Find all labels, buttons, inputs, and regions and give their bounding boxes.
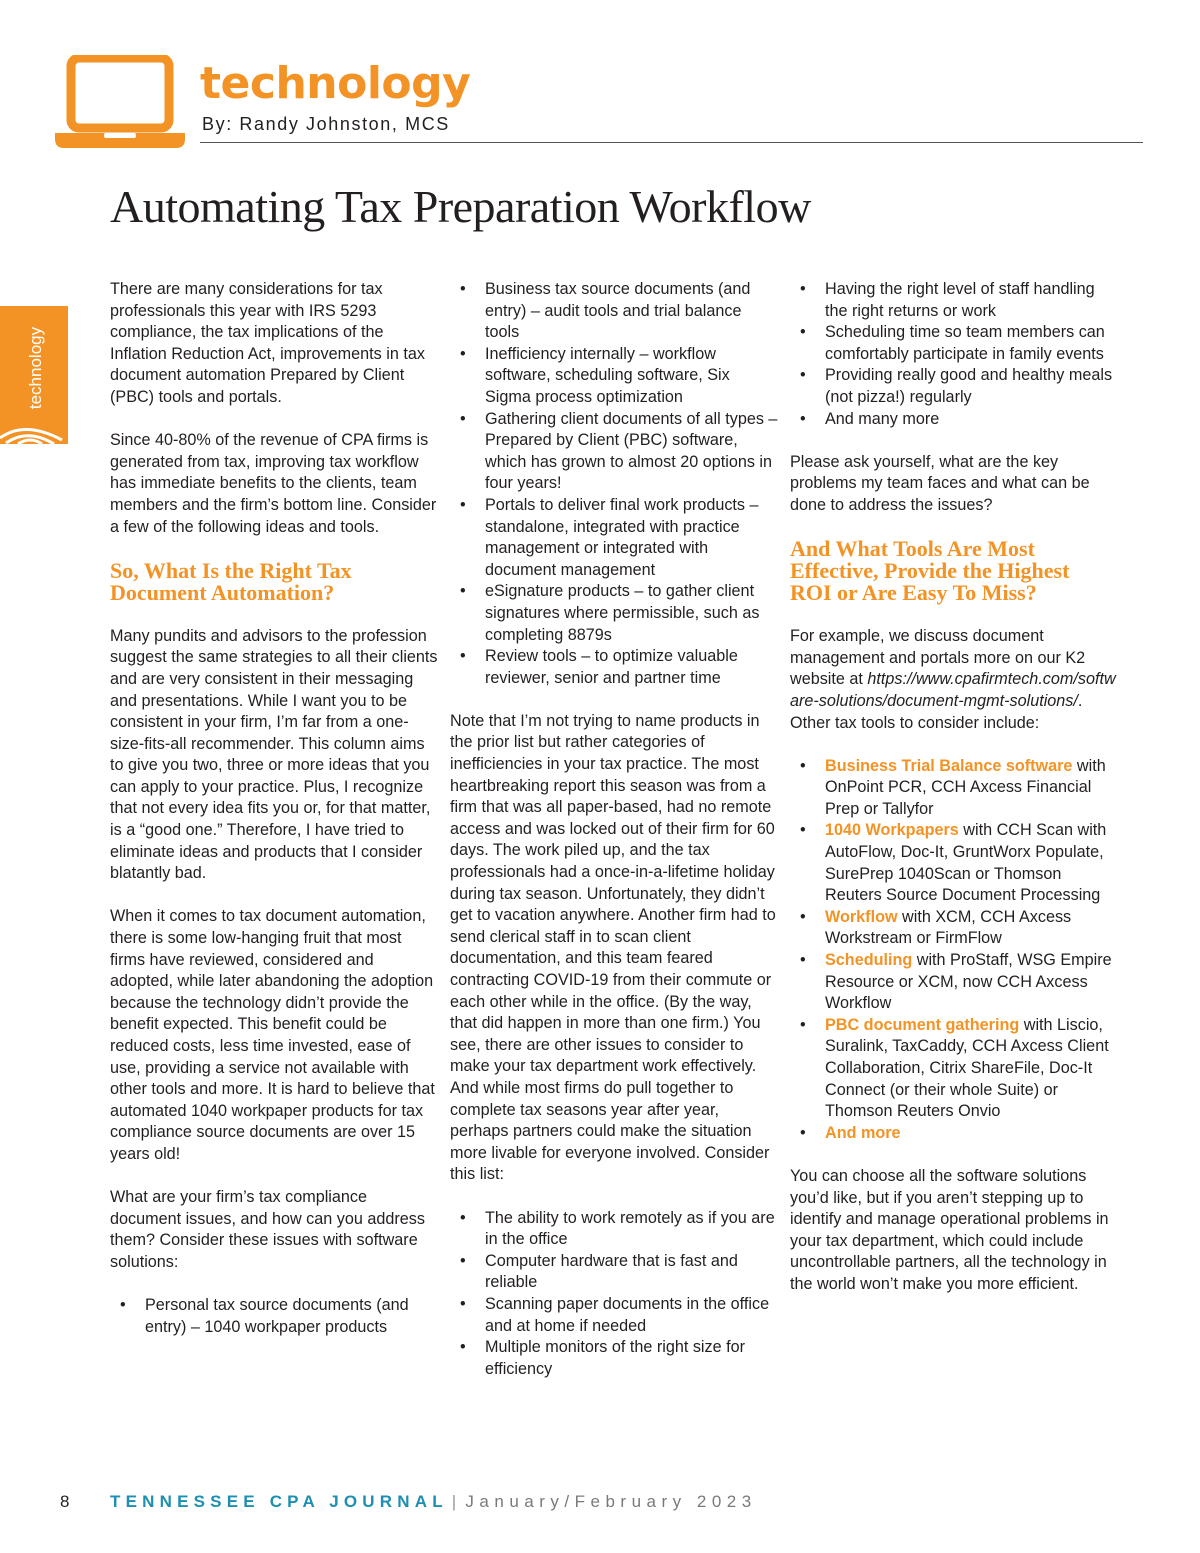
paragraph: What are your firm’s tax compliance document issues, and how can you address them? Consider these issues with software solutions: — [110, 1188, 425, 1271]
list-item: • Business tax source documents (and entry) – audit tools and trial balance tools — [450, 279, 780, 344]
list-item: • Portals to deliver final work products – standalone, integrated with practice management or integrated with document management — [450, 495, 780, 581]
laptop-icon — [55, 55, 185, 148]
list-item — [790, 907, 1120, 950]
tool-category: Scheduling — [825, 951, 913, 970]
list-item: • Personal tax source documents (and entry) – 1040 workpaper products — [110, 1295, 440, 1338]
footer-separator: | — [451, 1492, 462, 1511]
paragraph: There are many considerations for tax professionals this year with IRS 5293 compliance, the tax implications of the Inflation Reduction Act, improvements in tax document automation Prepared by Client (PBC) tools and portals. — [110, 280, 425, 406]
paragraph: You can choose all the software solutions you’d like, but if you aren’t stepping up to identify and manage operational problems in your tax department, which could include uncontrollable partners, all the technology in the world won’t make you more efficient. — [790, 1166, 1109, 1293]
bullet-list — [790, 279, 1120, 430]
paragraph: Note that I’m not trying to name products in the prior list but rather categories of inefficiencies in your tax practice. The most heartbreaking report this season was from a firm that was all paper-based, had no remote access and was locked out of their firm for 60 days. The work piled up, and the tax professionals had a once-in-a-lifetime holiday during tax season. Unfortunately, they didn’t get to vacation anywhere. Another firm had to send clerical staff in to scan client documentation, and this team feared contracting COVID-19 from their commute or each other while in the office. (By the way, that did happen in more than one firm.) You see, there are other issues to consider to make your tax department work effectively. And while most firms do pull together to complete tax seasons year after year, perhaps partners could make the situation more livable for everyone involved. Consider this list: — [450, 711, 776, 1184]
list-item: • And many more — [790, 409, 1120, 431]
section-heading: So, What Is the Right Tax Document Automation? — [110, 557, 352, 605]
tool-detail: with ProStaff, WSG Empire Resource or XCM, now CCH Axcess Workflow — [825, 951, 1112, 1013]
tool-category: Business Trial Balance software — [825, 756, 1073, 775]
list-item: • Computer hardware that is fast and reliable — [450, 1251, 780, 1294]
list-item — [790, 950, 1120, 1015]
list-item — [790, 756, 1120, 821]
tools-list — [790, 756, 1120, 1145]
list-item: • Providing really good and healthy meals (not pizza!) regularly — [790, 365, 1120, 408]
list-item: • The ability to work remotely as if you are in the office — [450, 1208, 780, 1251]
tool-detail: with Liscio, Suralink, TaxCaddy, CCH Axcess Client Collaboration, Citrix ShareFile, Doc-It Connect (or their whole Suite) or Thomson Reuters Onvio — [825, 1015, 1109, 1121]
list-item — [790, 1123, 1120, 1145]
bullet-list — [450, 279, 780, 689]
paragraph: When it comes to tax document automation, there is some low-hanging fruit that most firms have reviewed, considered and adopted, while later abandoning the adoption because the technology didn’t provide the benefit expected. This benefit could be reduced costs, less time invested, ease of use, providing a service not available with other tools and more. It is hard to believe that automated 1040 workpaper products for tax compliance source documents are over 15 years old! — [110, 907, 435, 1163]
website-link[interactable]: https://www.cpafirmtech.com/software-solutions/document-mgmt-solutions/ — [790, 670, 1116, 710]
tool-detail: with CCH Scan with AutoFlow, Doc-It, GruntWorx Populate, SurePrep 1040Scan or Thomson Reuters Source Document Processing — [825, 821, 1107, 905]
tool-detail: with XCM, CCH Axcess Workstream or FirmFlow — [825, 907, 1072, 948]
bullet-list — [110, 1295, 440, 1338]
fingerprint-swirl-icon — [0, 418, 68, 444]
list-item — [790, 820, 1120, 906]
list-item: • Scheduling time so team members can comfortably participate in family events — [790, 322, 1120, 365]
tool-category: 1040 Workpapers — [825, 821, 959, 840]
paragraph: Since 40-80% of the revenue of CPA firms is generated from tax, improving tax workflow has immediate benefits to the clients, team members and the firm’s bottom line. Consider a few of the following ideas and tools. — [110, 431, 437, 536]
paragraph: Please ask yourself, what are the key problems my team faces and what can be done to address the issues? — [790, 452, 1090, 514]
tool-category: Workflow — [825, 907, 898, 926]
list-item: • eSignature products – to gather client signatures where permissible, such as completing 8879s — [450, 581, 780, 646]
side-tab-label: technology — [26, 326, 45, 410]
side-section-tab — [0, 306, 68, 444]
byline: By: Randy Johnston, MCS — [202, 114, 450, 134]
page-number: 8 — [60, 1492, 70, 1511]
tool-category: And more — [825, 1123, 901, 1142]
journal-title: TENNESSEE CPA JOURNAL — [110, 1492, 448, 1511]
list-item: • Review tools – to optimize valuable reviewer, senior and partner time — [450, 646, 780, 689]
paragraph-text: For example, we discuss document management and portals more on our K2 website at — [790, 627, 1086, 689]
tool-detail: with OnPoint PCR, CCH Axcess Financial Prep or Tallyfor — [825, 756, 1106, 818]
list-item: • Inefficiency internally – workflow software, scheduling software, Six Sigma process optimization — [450, 344, 780, 409]
list-item: • Having the right level of staff handling the right returns or work — [790, 279, 1120, 322]
header-divider — [200, 142, 1143, 143]
journal-name — [110, 1492, 757, 1512]
paragraph: Many pundits and advisors to the profession suggest the same strategies to all their clients and are very consistent in their messaging and presentations. While I want you to be consistent in your firm, I’m far from a one-size-fits-all recommender. This column aims to give you two, three or more ideas that you can apply to your practice. Plus, I recognize that not every idea fits you or, for that matter, is a “good one.” Therefore, I have tried to eliminate ideas and products that I consider blatantly bad. — [110, 626, 438, 883]
list-item — [790, 1015, 1120, 1123]
section-heading: And What Tools Are Most Effective, Provide the Highest ROI or Are Easy To Miss? — [790, 536, 1070, 606]
issue-date: January/February 2023 — [465, 1492, 757, 1511]
column-3 — [790, 279, 1120, 1317]
article-title: Automating Tax Preparation Workflow — [110, 181, 811, 232]
section-title: technology — [200, 58, 471, 109]
list-item: • Scanning paper documents in the office and at home if needed — [450, 1294, 780, 1337]
column-2 — [450, 279, 780, 1402]
tool-category: PBC document gathering — [825, 1015, 1020, 1034]
paragraph-text: . Other tax tools to consider include: — [790, 691, 1083, 732]
bullet-list — [450, 1208, 780, 1381]
paragraph — [790, 626, 1120, 734]
list-item: • Multiple monitors of the right size for efficiency — [450, 1337, 780, 1380]
column-1 — [110, 279, 440, 1360]
list-item: • Gathering client documents of all types – Prepared by Client (PBC) software, which has grown to almost 20 options in four years! — [450, 409, 780, 495]
